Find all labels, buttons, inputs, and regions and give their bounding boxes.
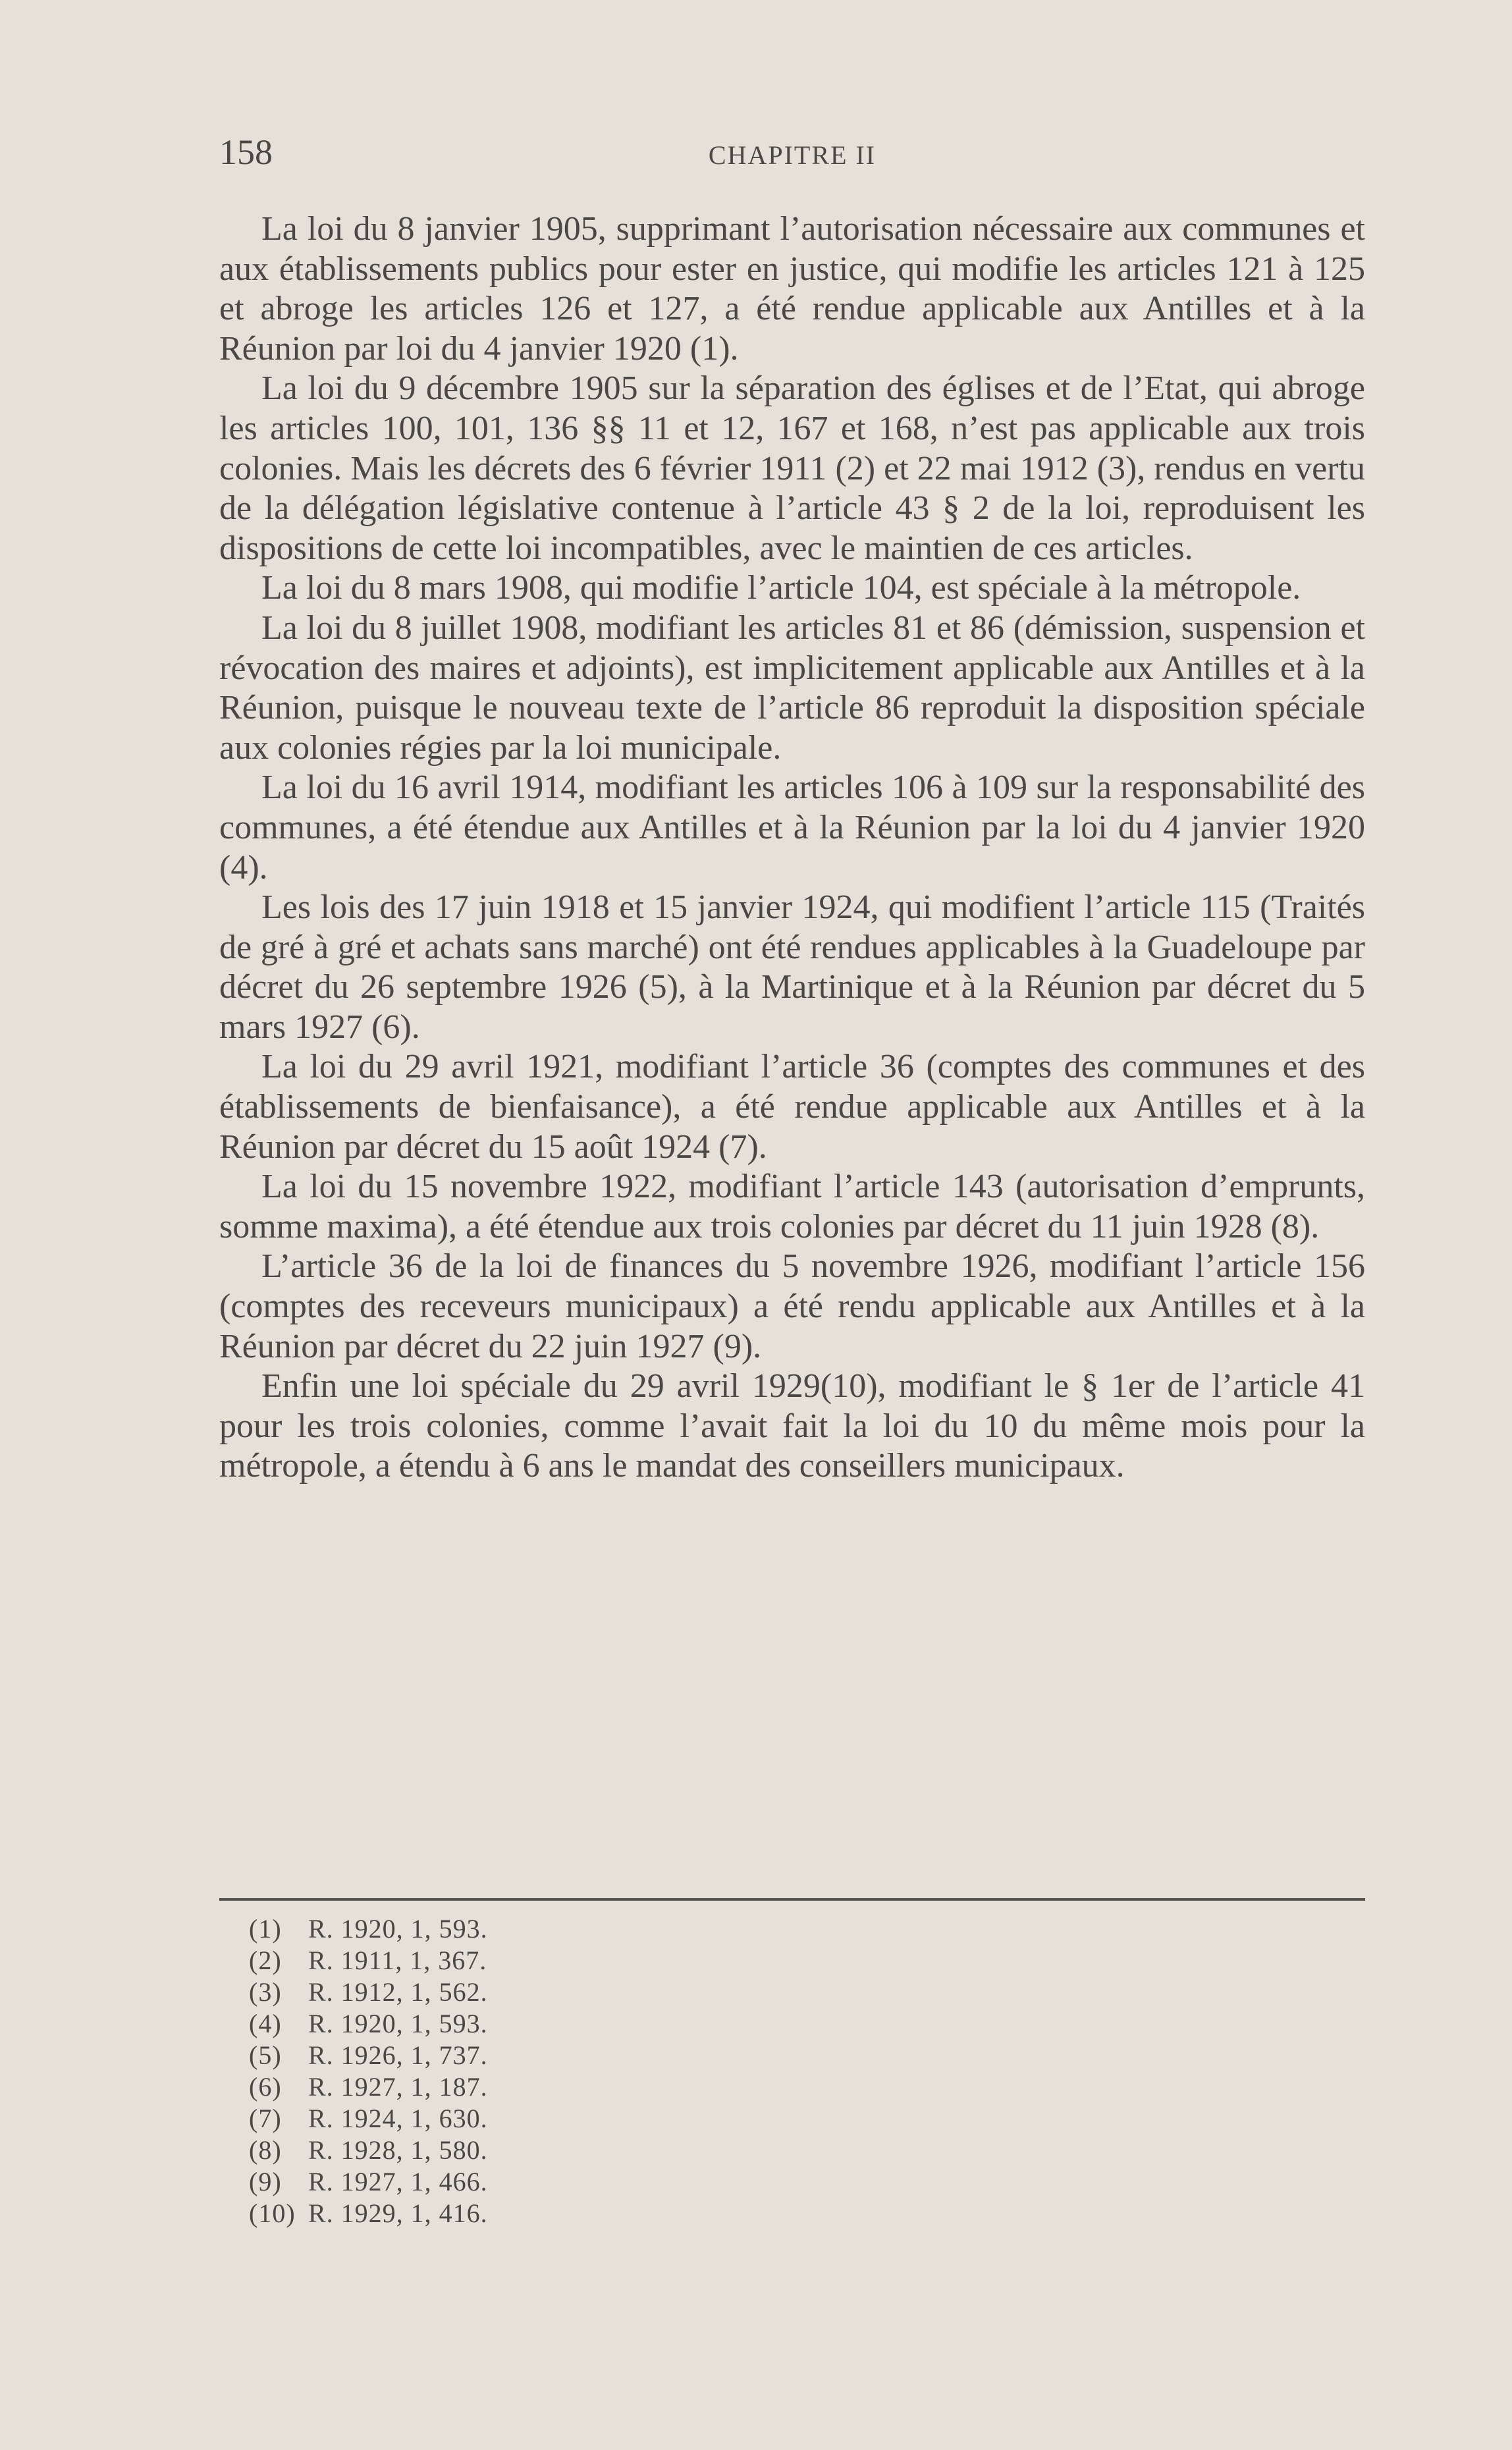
running-head: CHAPITRE II <box>708 140 877 170</box>
footnote-text: R. 1920, 1, 593. <box>308 2009 488 2038</box>
page-header <box>219 132 1365 178</box>
footnote-number: (10) <box>249 2198 296 2228</box>
footnote-text: R. 1927, 1, 187. <box>308 2072 488 2102</box>
paragraph: Les lois des 17 juin 1918 et 15 janvier 1924, qui modifient l’article 115 (Traités de gré à gré et achats sans marché) ont été rendues applicables à la Guadeloupe par décret du 26 septembre 1926 (5), à la Martinique et à la Réunion par décret du 5 mars 1927 (6). <box>219 888 1365 1046</box>
footnote-number: (3) <box>249 1977 282 2007</box>
footnote-text: R. 1920, 1, 593. <box>308 1914 488 1944</box>
paragraph: L’article 36 de la loi de finances du 5 novembre 1926, modifiant l’article 156 (comptes des receveurs municipaux) a été rendu applicable aux Antilles et à la Réunion par décret du 22 juin 1927 (9). <box>219 1247 1365 1365</box>
footnote-number: (1) <box>249 1914 282 1944</box>
paragraph: La loi du 29 avril 1921, modifiant l’article 36 (comptes des communes et des établissements de bienfaisance), a été rendue applicable aux Antilles et à la Réunion par décret du 15 août 1924 (7). <box>219 1048 1365 1166</box>
footnote-number: (5) <box>249 2040 282 2070</box>
footnote <box>249 1976 488 2008</box>
paragraph: La loi du 8 mars 1908, qui modifie l’article 104, est spéciale à la métropole. <box>261 569 1301 607</box>
paragraph: La loi du 16 avril 1914, modifiant les articles 106 à 109 sur la responsabilité des communes, a été étendue aux Antilles et à la Réunion par la loi du 4 janvier 1920 (4). <box>219 769 1365 886</box>
footnotes <box>249 1913 488 2229</box>
footnote-number: (6) <box>249 2072 282 2102</box>
paragraph: La loi du 8 janvier 1905, supprimant l’autorisation nécessaire aux communes et aux établissements publics pour ester en justice, qui modifie les articles 121 à 125 et abroge les articles 126 et 127, a été rendue applicable aux Antilles et à la Réunion par loi du 4 janvier 1920 (1). <box>219 210 1365 368</box>
footnote-number: (4) <box>249 2009 282 2038</box>
footnote <box>249 1945 488 1976</box>
footnote <box>249 2135 488 2166</box>
paragraph: La loi du 8 juillet 1908, modifiant les articles 81 et 86 (démission, suspension et révocation des maires et adjoints), est implicitement applicable aux Antilles et à la Réunion, puisque le nouveau texte de l’article 86 reproduit la disposition spéciale aux colonies régies par la loi municipale. <box>219 609 1365 767</box>
footnote-number: (7) <box>249 2104 282 2133</box>
footnote-number: (9) <box>249 2167 282 2196</box>
paragraph: La loi du 9 décembre 1905 sur la séparation des églises et de l’Etat, qui abroge les articles 100, 101, 136 §§ 11 et 12, 167 et 168, n’est pas applicable aux trois colonies. Mais les décrets des 6 février 1911 (2) et 22 mai 1912 (3), rendus en vertu de la délégation législative contenue à l’article 43 § 2 de la loi, reproduisent les dispositions de cette loi incompatibles, avec le maintien de ces articles. <box>219 369 1365 567</box>
footnote-text: R. 1911, 1, 367. <box>308 1946 487 1975</box>
body-text <box>219 209 1365 1486</box>
paragraph: Enfin une loi spéciale du 29 avril 1929(10), modifiant le § 1er de l’article 41 pour les trois colonies, comme l’avait fait la loi du 10 du même mois pour la métropole, a étendu à 6 ans le mandat des conseillers municipaux. <box>219 1367 1365 1485</box>
page-number: 158 <box>219 132 273 172</box>
footnote <box>249 2166 488 2198</box>
footnote-divider <box>219 1898 1365 1901</box>
footnote <box>249 2103 488 2135</box>
footnote-number: (8) <box>249 2135 282 2165</box>
footnote <box>249 2040 488 2071</box>
footnote-text: R. 1928, 1, 580. <box>308 2135 488 2165</box>
footnote <box>249 2198 488 2229</box>
footnote <box>249 2071 488 2103</box>
paragraph: La loi du 15 novembre 1922, modifiant l’article 143 (autorisation d’emprunts, somme maxima), a été étendue aux trois colonies par décret du 11 juin 1928 (8). <box>219 1168 1365 1245</box>
footnote-text: R. 1927, 1, 466. <box>308 2167 488 2196</box>
footnote-text: R. 1924, 1, 630. <box>308 2104 488 2133</box>
footnote <box>249 2008 488 2040</box>
footnote-text: R. 1929, 1, 416. <box>308 2198 488 2228</box>
footnote-number: (2) <box>249 1946 282 1975</box>
footnote-text: R. 1926, 1, 737. <box>308 2040 488 2070</box>
footnote <box>249 1913 488 1945</box>
footnote-text: R. 1912, 1, 562. <box>308 1977 488 2007</box>
